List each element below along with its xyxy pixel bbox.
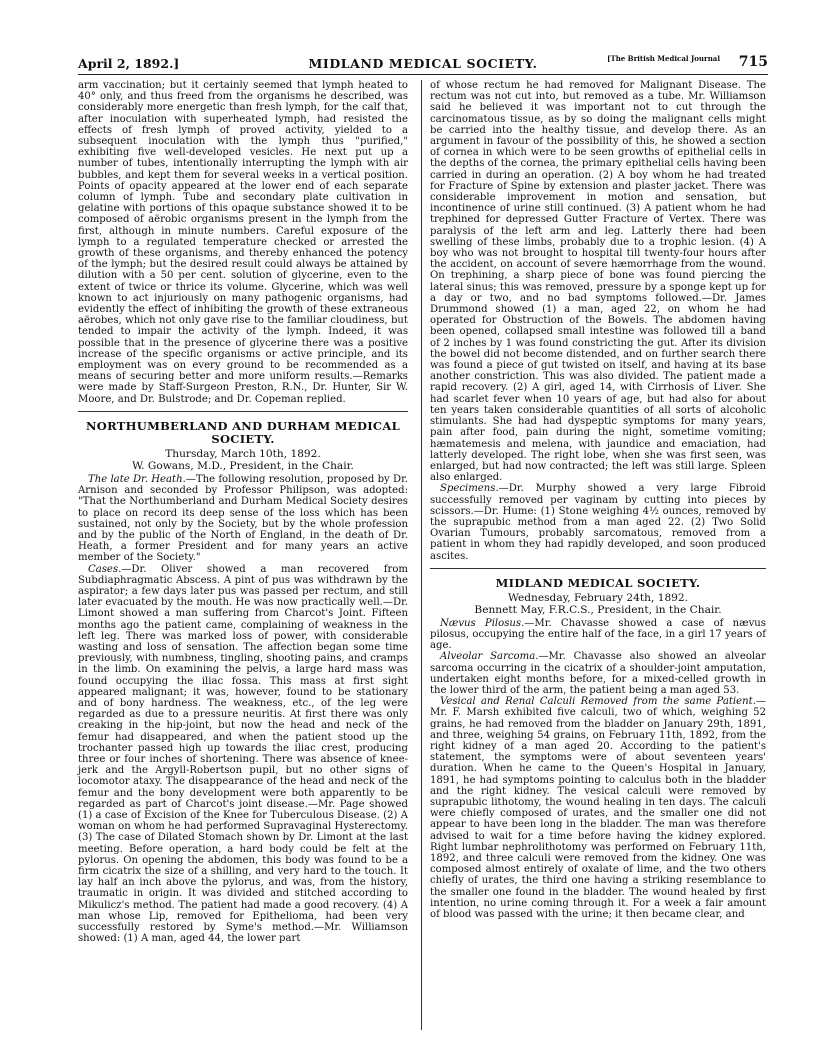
paragraph-body: —The following resolution, proposed by Dr. Arnison and seconded by Professor Philipson, was adopted: "That the Northumberland and Durham Medical Society desires to place on record its deep sense of the loss which has been sustained, not only by the Society, but by the whole profession and by the public of the North of England, in the death of Dr. Heath, a former President and for many years an active member of the Society." [78, 473, 408, 564]
section-title-midland: MIDLAND MEDICAL SOCIETY. [495, 575, 701, 590]
meeting-chair: Bennett May, F.R.C.S., President, in the Chair. [474, 603, 722, 616]
paragraph-alveolar-sarcoma [430, 651, 766, 696]
paragraph-vaccination: arm vaccination; but it certainly seemed that lymph heated to 40° only, and thus freed from the organisms he described, was considerably more energetic than fresh lymph, for the calf that, after inoculation with superheated lymph, had resisted the effects of fresh lymph of proved activity, yielded to a subsequent inoculation with the lymph thus "purified," exhibiting five well-developed vesicles. He next put up a number of tubes, intentionally interrupting the lymph with air bubbles, and kept them for several weeks in a vertical position. Points of opacity appeared at the lower end of each separate column of lymph. Tube and secondary plate cultivation in gelatine with portions of this opaque substance showed it to be composed of aërobic organisms present in the lymph from the first, although in minute numbers. Careful exposure of the lymph to a regulated temperature checked or arrested the growth of these organisms, and thereby enhanced the potency of the lymph; but the desired result could always be attained by dilution with a 50 per cent. solution of glycerine, even to the extent of twice or thrice its volume. Glycerine, which was well known to act injuriously on many pathogenic organisms, had evidently the effect of inhibiting the growth of these extraneous aërobes, which not only gave rise to the familiar cloudiness, but tended to impair the activity of the lymph. Indeed, it was possible that in the presence of glycerine there was a positive increase of the specific organisms or active principle, and its employment was on every ground to be recommended as a means of securing better and more uniform results.—Remarks were made by Staff-Surgeon Preston, R.N., Dr. Hunter, Sir W. Moore, and Dr. Bulstrode; and Dr. Copeman replied. [78, 80, 408, 405]
header-journal: [The British Medical Journal [607, 54, 720, 63]
paragraph-heading: The late Dr. Heath. [88, 473, 186, 485]
paragraph-heading: Vesical and Renal Calculi Removed from the same Patient. [440, 696, 756, 708]
paragraph-heading: Specimens. [440, 483, 499, 495]
paragraph-body: —Mr. Chavasse showed a case of nævus pilosus, occupying the entire half of the face, in a girl 17 years of age. [430, 617, 766, 652]
running-header [78, 52, 768, 75]
paragraph-calculi [430, 696, 766, 920]
meeting-chair: W. Gowans, M.D., President, in the Chair. [132, 459, 354, 472]
paragraph-body: —Mr. Chavasse also showed an alveolar sarcoma occurring in the cicatrix of a shoulder-joint amputation, undertaken eight months before, for a mixed-celled growth in the lower third of the arm, the patient being a man aged 53. [430, 651, 766, 696]
page-number: 715 [738, 54, 768, 70]
left-column [78, 80, 408, 944]
header-title: MIDLAND MEDICAL SOCIETY. [308, 56, 538, 71]
right-column [430, 80, 766, 920]
header-date: April 2, 1892.] [78, 56, 180, 71]
paragraph-body: —Mr. F. Marsh exhibited five calculi, two of which, weighing 52 grains, he had removed from the bladder on January 29th, 1891, and three, weighing 54 grains, on February 11th, 1892, from the right kidney of a man aged 20. According to the patient's statement, the symptoms were of about seventeen years' duration. When he came to the Queen's Hospital in January, 1891, he had symptoms pointing to calculus both in the bladder and the right kidney. The vesical calculi were removed by suprapubic lithotomy, the wound healing in ten days. The calculi were chiefly composed of urates, and the smaller one did not appear to have been long in the bladder. The man was therefore advised to wait for a time before having the kidney explored. Right lumbar nephrolithotomy was performed on February 11th, 1892, and three calculi were removed from the kidney. One was composed almost entirely of oxalate of lime, and the two others chiefly of urates, the third one having a striking resemblance to the smaller one found in the bladder. The wound healed by first intention, no urine coming through it. For a week a fair amount of blood was passed with the urine; it then became clear, and [430, 696, 766, 921]
paragraph-naevus [430, 618, 766, 652]
paragraph-cases [78, 564, 408, 945]
meeting-date: Thursday, March 10th, 1892. [165, 447, 321, 460]
section-title-northumberland: NORTHUMBERLAND AND DURHAM MEDICAL SOCIETY. [85, 418, 400, 446]
section-rule [430, 568, 766, 569]
column-divider [421, 80, 422, 1030]
paragraph-heading: Nævus Pilosus. [440, 617, 525, 629]
paragraph-body: —Dr. Murphy showed a very large Fibroid successfully removed per vaginam by cutting into pieces by scissors.—Dr. Hume: (1) Stone weighing 4½ ounces, removed by the suprapubic method from a man aged 22. (2) Two Solid Ovarian Tumours, probably sarcomatous, removed from a patient in whom they had rapidly developed, and soon produced ascites. [430, 483, 766, 562]
paragraph-williamson-continued: of whose rectum he had removed for Malignant Disease. The rectum was not cut into, but removed as a tube. Mr. Williamson said he believed it was important not to cut through the carcinomatous tissue, as by so doing the malignant cells might be carried into the healthy tissue, and develop there. As an argument in favour of the possibility of this, he showed a section of cornea in which were to be seen growths of epithelial cells in the depths of the cornea, the primary epithelial cells having been carried in during an operation. (2) A boy whom he had treated for Fracture of Spine by extension and plaster jacket. There was considerable improvement in motion and sensation, but incontinence of urine still continued. (3) A patient whom he had trephined for depressed Gutter Fracture of Vertex. There was paralysis of the left arm and leg. Latterly there had been swelling of these limbs, probably due to a trophic lesion. (4) A boy who was not brought to hospital till twenty-four hours after the accident, on account of severe hæmorrhage from the wound. On trephining, a sharp piece of bone was found piercing the lateral sinus; this was removed, pressure by a sponge kept up for a day or two, and no bad symptoms followed.—Dr. James Drummond showed (1) a man, aged 22, on whom he had operated for Obstruction of the Bowels. The abdomen having been opened, collapsed small intestine was followed till a band of 2 inches by 1 was found constricting the gut. After its division the bowel did not become distended, and on further search there was found a piece of gut twisted on itself, and having at its base another constriction. This was also divided. The patient made a rapid recovery. (2) A girl, aged 14, with Cirrhosis of Liver. She had scarlet fever when 10 years of age, but had also for about ten years taken considerable quantities of all sorts of alcoholic stimulants. She had had dyspeptic symptoms for many years, pain after food, pain during the night, sometime vomiting; hæmatemesis and melena, with jaundice and emaciation, had latterly developed. The right lobe, when she was first seen, was enlarged, but had now contracted; the left was still large. Spleen also enlarged. [430, 80, 766, 484]
paragraph-specimens [430, 483, 766, 561]
paragraph-heading: Alveolar Sarcoma. [440, 651, 539, 663]
section-rule [78, 411, 408, 412]
paragraph-late-dr-heath [78, 474, 408, 564]
paragraph-body: —Dr. Oliver showed a man recovered from Subdiaphragmatic Abscess. A pint of pus was withdrawn by the aspirator; a few days later pus was passed per rectum, and still later evacuated by the mouth. He was now practically well.—Dr. Limont showed a man suffering from Charcot's Joint. Fifteen months ago the patient came, complaining of weakness in the left leg. There was marked loss of power, with considerable wasting and loss of sensation. The affection began some time previously, with numbness, tingling, shooting pains, and cramps in the limb. On examining the pelvis, a large hard mass was found occupying the iliac fossa. This mass at first sight appeared malignant; it was, however, found to be stationary and of bony hardness. The weakness, etc., of the leg were regarded as due to a pressure neuritis. At first there was only creaking in the hip-joint, but now the head and neck of the femur had disappeared, and when the patient stood up the trochanter passed high up towards the iliac crest, producing three or four inches of shortening. There was absence of knee-jerk and the Argyll-Robertson pupil, but no other signs of locomotor ataxy. The disappearance of the head and neck of the femur and the bony development were both apparently to be regarded as part of Charcot's joint disease.—Mr. Page showed (1) a case of Excision of the Knee for Tuberculous Disease. (2) A woman on whom he had performed Supravaginal Hysterectomy. (3) The case of Dilated Stomach shown by Dr. Limont at the last meeting. Before operation, a hard body could be felt at the pylorus. On opening the abdomen, this body was found to be a firm cicatrix the size of a shilling, and very hard to the touch. It lay half an inch above the pylorus, and was, from the history, traumatic in origin. It was divided and stitched according to Mikulicz's method. The patient had made a good recovery. (4) A man whose Lip, removed for Epithelioma, had been very successfully restored by Syme's method.—Mr. Williamson showed: (1) A man, aged 44, the lower part [78, 563, 408, 945]
meeting-date: Wednesday, February 24th, 1892. [507, 591, 689, 604]
paragraph-heading: Cases. [88, 563, 122, 575]
